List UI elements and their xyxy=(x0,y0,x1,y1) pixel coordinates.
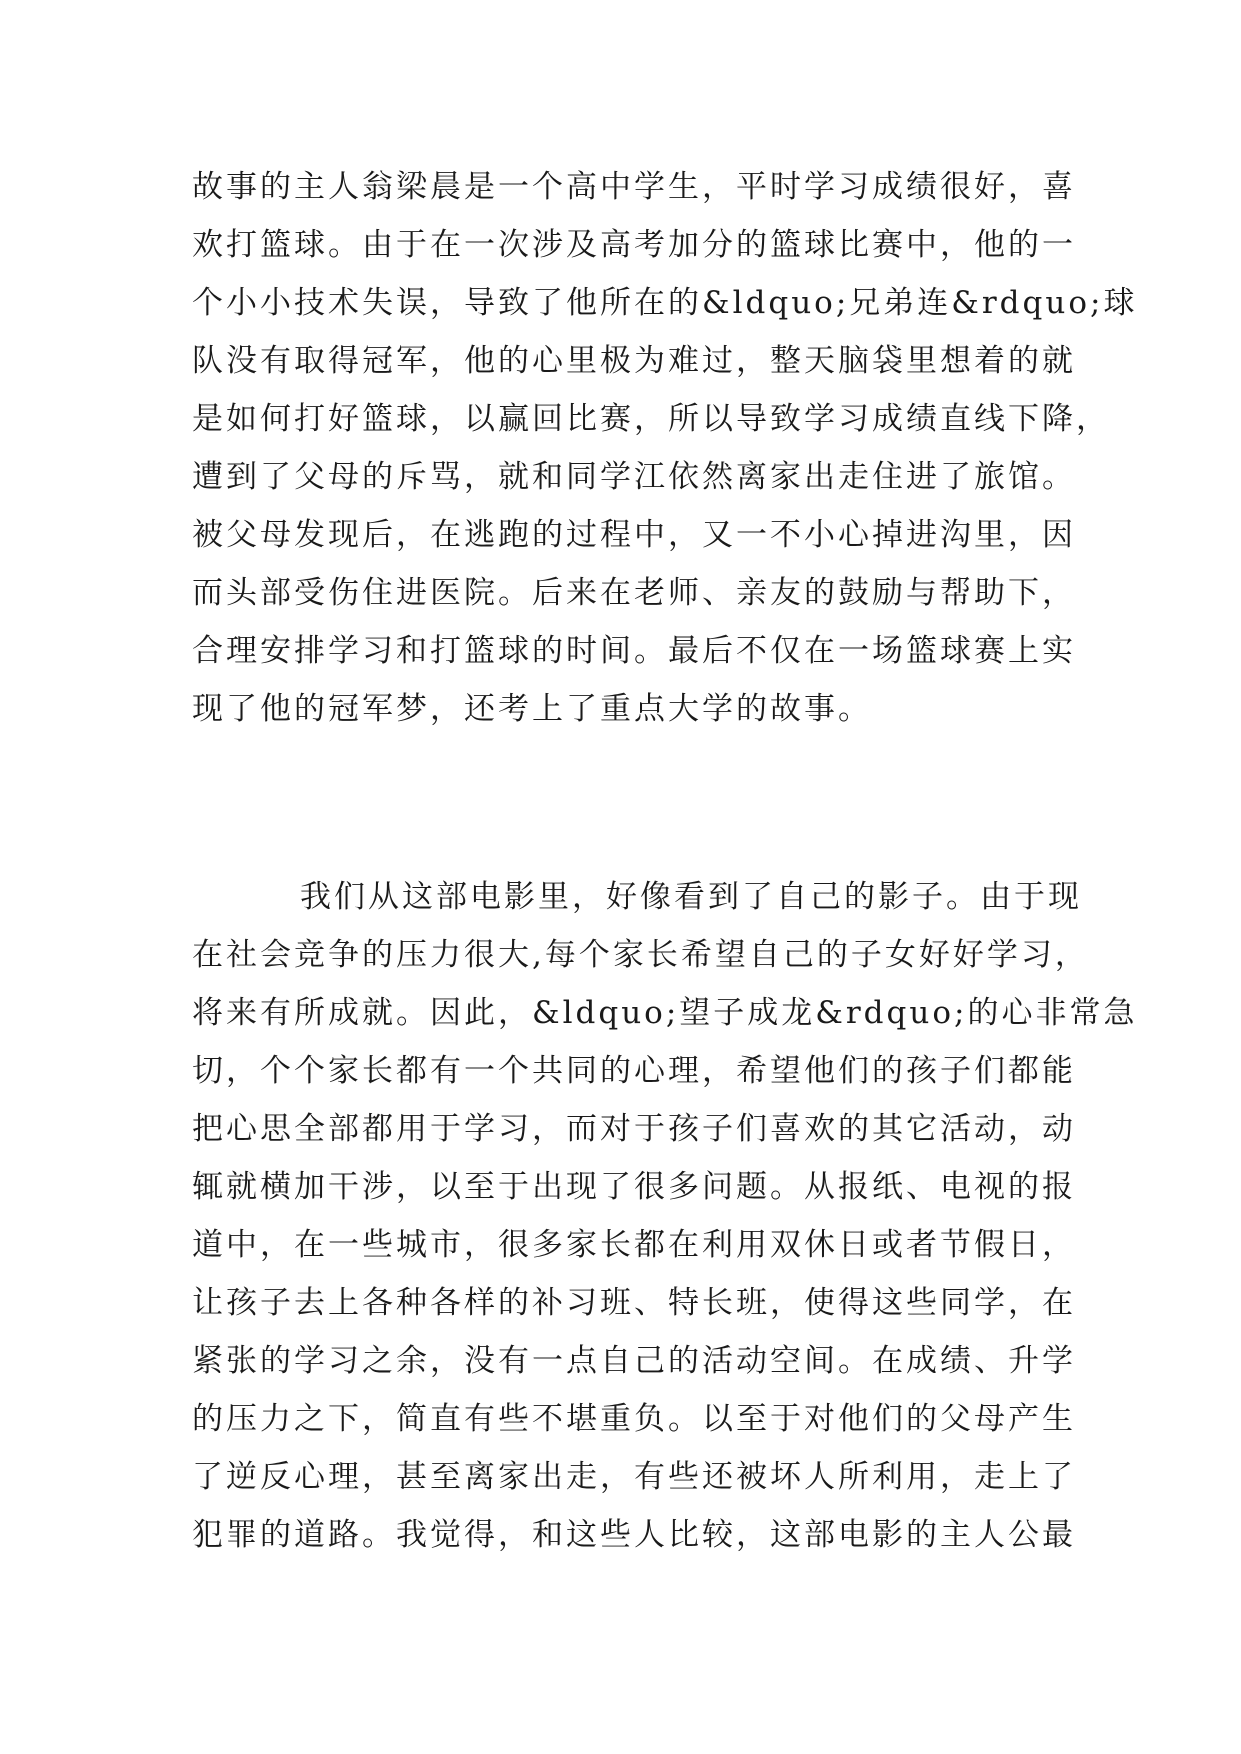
text-line: 在社会竞争的压力很大,每个家长希望自己的子女好好学习， xyxy=(192,937,1089,973)
text-line: 遭到了父母的斥骂，就和同学江依然离家出走住进了旅馆。 xyxy=(192,459,1076,495)
text-line: 让孩子去上各种各样的补习班、特长班，使得这些同学，在 xyxy=(192,1285,1076,1321)
text-line-first-indented: 我们从这部电影里，好像看到了自己的影子。由于现 xyxy=(300,879,1082,915)
text-line: 道中，在一些城市，很多家长都在利用双休日或者节假日， xyxy=(192,1227,1076,1263)
text-line: 合理安排学习和打篮球的时间。最后不仅在一场篮球赛上实 xyxy=(192,633,1076,669)
text-line: 辄就横加干涉，以至于出现了很多问题。从报纸、电视的报 xyxy=(192,1169,1076,1205)
text-line: 了逆反心理，甚至离家出走，有些还被坏人所利用，走上了 xyxy=(192,1459,1076,1495)
paragraph-reflection xyxy=(192,868,1138,1564)
text-line: 队没有取得冠军，他的心里极为难过，整天脑袋里想着的就 xyxy=(192,343,1076,379)
text-line: 个小小技术失误，导致了他所在的&ldquo;兄弟连&rdquo;球 xyxy=(192,285,1138,321)
text-line: 被父母发现后，在逃跑的过程中，又一不小心掉进沟里，因 xyxy=(192,517,1076,553)
text-line: 的压力之下，简直有些不堪重负。以至于对他们的父母产生 xyxy=(192,1401,1076,1437)
paragraph-story-summary xyxy=(192,158,1138,738)
text-line: 现了他的冠军梦，还考上了重点大学的故事。 xyxy=(192,691,872,727)
text-line: 欢打篮球。由于在一次涉及高考加分的篮球比赛中，他的一 xyxy=(192,227,1076,263)
text-line: 将来有所成就。因此，&ldquo;望子成龙&rdquo;的心非常急 xyxy=(192,995,1138,1031)
text-line: 而头部受伤住进医院。后来在老师、亲友的鼓励与帮助下， xyxy=(192,575,1076,611)
text-line: 把心思全部都用于学习，而对于孩子们喜欢的其它活动，动 xyxy=(192,1111,1076,1147)
text-line: 切，个个家长都有一个共同的心理，希望他们的孩子们都能 xyxy=(192,1053,1076,1089)
text-line: 犯罪的道路。我觉得，和这些人比较，这部电影的主人公最 xyxy=(192,1517,1076,1553)
text-line: 是如何打好篮球，以赢回比赛，所以导致学习成绩直线下降， xyxy=(192,401,1110,437)
text-line: 故事的主人翁梁晨是一个高中学生，平时学习成绩很好，喜 xyxy=(192,169,1076,205)
text-line: 紧张的学习之余，没有一点自己的活动空间。在成绩、升学 xyxy=(192,1343,1076,1379)
